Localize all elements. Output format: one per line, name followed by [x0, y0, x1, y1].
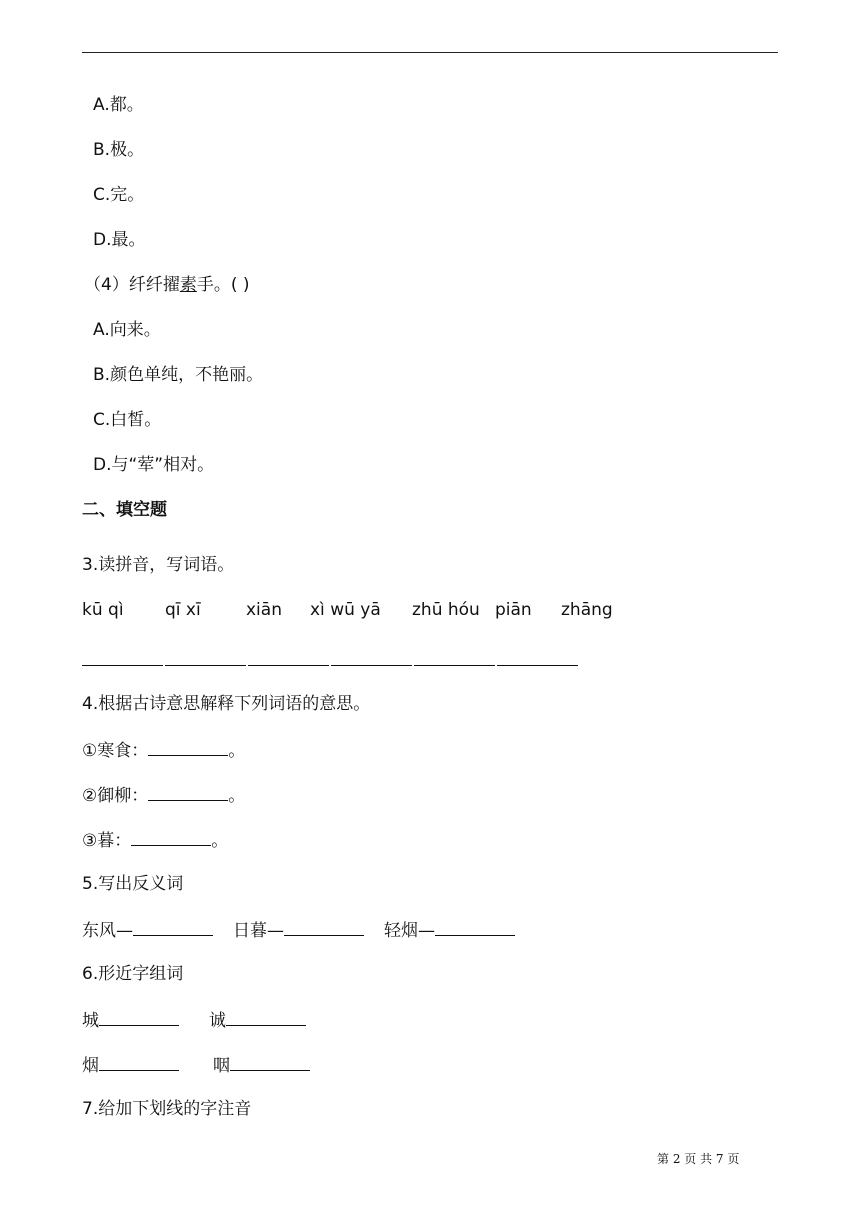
q4-item-2: ②御柳： 。	[82, 782, 245, 808]
answer-blank[interactable]	[148, 782, 228, 801]
antonym-row: 东风— 日暮— 轻烟—	[82, 917, 515, 943]
q-prefix: （4）纤纤擢	[84, 275, 180, 295]
option-a: A.都。	[93, 95, 144, 115]
q4-item-3: ③暮： 。	[82, 827, 228, 853]
answer-blank[interactable]	[133, 917, 213, 936]
page-footer: 第 2 页 共 7 页	[657, 1152, 740, 1166]
section-title: 二、填空题	[82, 500, 167, 520]
pinyin-item: qī xī	[165, 600, 201, 620]
underlined-char: 素	[179, 275, 197, 295]
pinyin-item: zhāng	[561, 600, 613, 620]
word-row-1: 城 诚	[82, 1007, 306, 1033]
q-suffix: 手。( )	[196, 275, 250, 295]
option-d: D.最。	[93, 230, 146, 250]
pinyin-item: zhū hóu	[412, 600, 480, 620]
pinyin-item: kū qì	[82, 600, 124, 620]
question-2-4	[84, 273, 250, 297]
q4-item-1: ①寒食： 。	[82, 737, 245, 763]
question-7-title: 7.给加下划线的字注音	[82, 1099, 252, 1119]
option-a: A.向来。	[93, 320, 161, 340]
option-b: B.颜色单纯，不艳丽。	[93, 365, 264, 385]
word-row-2: 烟 咽	[82, 1052, 310, 1078]
header-rule	[82, 52, 778, 53]
pinyin-item: xì wū yā	[310, 600, 381, 620]
pinyin-row	[82, 598, 613, 622]
answer-blank[interactable]	[435, 917, 515, 936]
question-4-title: 4.根据古诗意思解释下列词语的意思。	[82, 694, 371, 714]
question-6-title: 6.形近字组词	[82, 964, 184, 984]
option-d: D.与“荤”相对。	[93, 455, 215, 475]
question-3-title: 3.读拼音，写词语。	[82, 555, 235, 575]
answer-blank[interactable]	[226, 1007, 306, 1026]
option-c: C.白皙。	[93, 410, 162, 430]
answer-blank[interactable]	[131, 827, 211, 846]
answer-blank[interactable]	[99, 1052, 179, 1071]
answer-blank[interactable]	[148, 737, 228, 756]
question-5-title: 5.写出反义词	[82, 874, 184, 894]
answer-lines[interactable]	[82, 665, 578, 666]
option-c: C.完。	[93, 185, 145, 205]
answer-blank[interactable]	[230, 1052, 310, 1071]
pinyin-item: xiān	[246, 600, 282, 620]
answer-blank[interactable]	[284, 917, 364, 936]
answer-blank[interactable]	[99, 1007, 179, 1026]
option-b: B.极。	[93, 140, 145, 160]
pinyin-item: piān	[495, 600, 532, 620]
